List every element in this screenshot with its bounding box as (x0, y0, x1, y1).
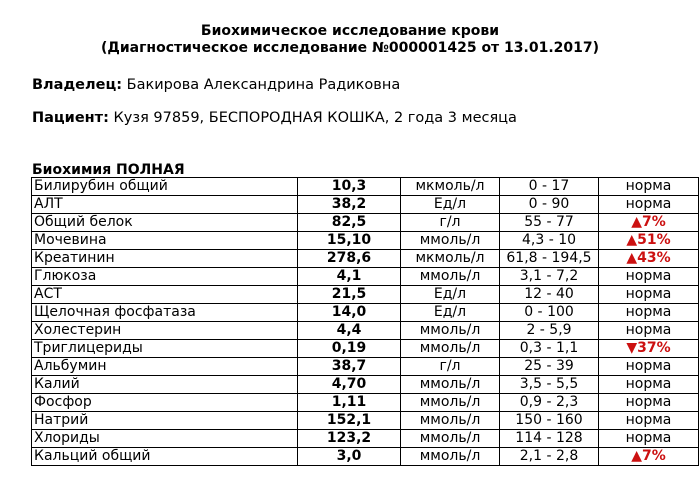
analyte-value: 3,0 (298, 448, 401, 466)
table-row (32, 340, 699, 358)
analyte-name: Фосфор (32, 394, 298, 412)
analyte-name: АСТ (32, 286, 298, 304)
results-table (31, 177, 699, 466)
analyte-unit: Ед/л (401, 196, 500, 214)
analyte-unit: ммоль/л (401, 394, 500, 412)
table-row (32, 250, 699, 268)
section-title: Биохимия ПОЛНАЯ (32, 162, 185, 178)
analyte-name: Глюкоза (32, 268, 298, 286)
analyte-unit: ммоль/л (401, 322, 500, 340)
result-status: норма (599, 376, 699, 394)
analyte-name: Кальций общий (32, 448, 298, 466)
analyte-value: 38,2 (298, 196, 401, 214)
analyte-unit: ммоль/л (401, 430, 500, 448)
patient-line (32, 109, 517, 127)
analyte-name: Альбумин (32, 358, 298, 376)
analyte-value: 4,4 (298, 322, 401, 340)
reference-range: 0,9 - 2,3 (500, 394, 599, 412)
table-row (32, 196, 699, 214)
table-row (32, 286, 699, 304)
reference-range: 4,3 - 10 (500, 232, 599, 250)
owner-line (32, 76, 400, 94)
analyte-unit: мкмоль/л (401, 178, 500, 196)
reference-range: 3,5 - 5,5 (500, 376, 599, 394)
table-row (32, 232, 699, 250)
document-title: Биохимическое исследование крови (200, 23, 500, 39)
table-row (32, 376, 699, 394)
results-table-body (32, 178, 699, 466)
reference-range: 2,1 - 2,8 (500, 448, 599, 466)
table-row (32, 268, 699, 286)
table-row (32, 304, 699, 322)
analyte-value: 15,10 (298, 232, 401, 250)
analyte-unit: мкмоль/л (401, 250, 500, 268)
analyte-unit: г/л (401, 214, 500, 232)
result-status: норма (599, 304, 699, 322)
result-status: норма (599, 394, 699, 412)
analyte-value: 38,7 (298, 358, 401, 376)
reference-range: 2 - 5,9 (500, 322, 599, 340)
patient-label: Пациент: (32, 110, 109, 126)
analyte-name: Хлориды (32, 430, 298, 448)
reference-range: 0,3 - 1,1 (500, 340, 599, 358)
analyte-value: 21,5 (298, 286, 401, 304)
result-status: ▲51% (599, 232, 699, 250)
result-status: норма (599, 430, 699, 448)
document-subtitle: (Диагностическое исследование №000001425 от 13.01.2017) (100, 40, 600, 56)
owner-label: Владелец: (32, 77, 123, 93)
result-status: ▼37% (599, 340, 699, 358)
analyte-name: Креатинин (32, 250, 298, 268)
analyte-unit: ммоль/л (401, 268, 500, 286)
table-row (32, 322, 699, 340)
table-row (32, 214, 699, 232)
analyte-name: Натрий (32, 412, 298, 430)
analyte-value: 123,2 (298, 430, 401, 448)
result-status: норма (599, 178, 699, 196)
analyte-value: 82,5 (298, 214, 401, 232)
reference-range: 0 - 90 (500, 196, 599, 214)
analyte-value: 1,11 (298, 394, 401, 412)
reference-range: 25 - 39 (500, 358, 599, 376)
reference-range: 114 - 128 (500, 430, 599, 448)
result-status: норма (599, 286, 699, 304)
result-status: ▲7% (599, 448, 699, 466)
analyte-unit: ммоль/л (401, 232, 500, 250)
analyte-name: Билирубин общий (32, 178, 298, 196)
patient-value: Кузя 97859, БЕСПОРОДНАЯ КОШКА, 2 года 3 месяца (113, 110, 517, 126)
reference-range: 3,1 - 7,2 (500, 268, 599, 286)
analyte-value: 14,0 (298, 304, 401, 322)
result-status: ▲43% (599, 250, 699, 268)
owner-value: Бакирова Александрина Радиковна (126, 77, 401, 93)
analyte-unit: ммоль/л (401, 340, 500, 358)
analyte-name: Щелочная фосфатаза (32, 304, 298, 322)
analyte-unit: ммоль/л (401, 412, 500, 430)
analyte-value: 10,3 (298, 178, 401, 196)
reference-range: 0 - 100 (500, 304, 599, 322)
result-status: норма (599, 412, 699, 430)
analyte-name: Общий белок (32, 214, 298, 232)
result-status: ▲7% (599, 214, 699, 232)
analyte-unit: ммоль/л (401, 448, 500, 466)
reference-range: 150 - 160 (500, 412, 599, 430)
analyte-name: Триглицериды (32, 340, 298, 358)
table-row (32, 430, 699, 448)
table-row (32, 412, 699, 430)
table-row (32, 394, 699, 412)
table-row (32, 178, 699, 196)
analyte-name: Калий (32, 376, 298, 394)
analyte-unit: г/л (401, 358, 500, 376)
table-row (32, 448, 699, 466)
analyte-name: АЛТ (32, 196, 298, 214)
analyte-value: 0,19 (298, 340, 401, 358)
reference-range: 0 - 17 (500, 178, 599, 196)
result-status: норма (599, 196, 699, 214)
analyte-value: 4,70 (298, 376, 401, 394)
analyte-value: 278,6 (298, 250, 401, 268)
table-row (32, 358, 699, 376)
result-status: норма (599, 268, 699, 286)
reference-range: 12 - 40 (500, 286, 599, 304)
analyte-name: Мочевина (32, 232, 298, 250)
analyte-unit: ммоль/л (401, 376, 500, 394)
reference-range: 61,8 - 194,5 (500, 250, 599, 268)
result-status: норма (599, 322, 699, 340)
analyte-unit: Ед/л (401, 304, 500, 322)
analyte-unit: Ед/л (401, 286, 500, 304)
result-status: норма (599, 358, 699, 376)
analyte-value: 4,1 (298, 268, 401, 286)
reference-range: 55 - 77 (500, 214, 599, 232)
analyte-value: 152,1 (298, 412, 401, 430)
analyte-name: Холестерин (32, 322, 298, 340)
